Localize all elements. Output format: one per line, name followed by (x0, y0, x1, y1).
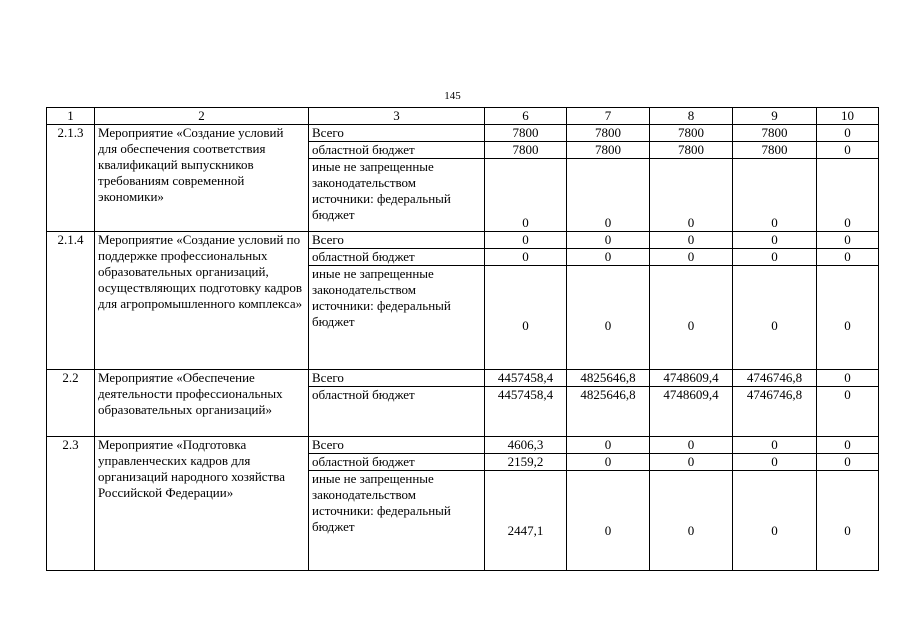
value-cell: 7800 (650, 142, 733, 159)
value-cell: 0 (650, 266, 733, 370)
value-cell: 0 (567, 454, 650, 471)
value-cell: 7800 (733, 142, 817, 159)
column-header: 1 (47, 108, 95, 125)
value-cell: 0 (817, 232, 879, 249)
funding-source: областной бюджет (309, 142, 485, 159)
value-cell: 7800 (485, 142, 567, 159)
value-cell: 0 (650, 454, 733, 471)
row-name: Мероприятие «Подготовка управленческих кадров для организаций народного хозяйства Российской Федерации» (95, 437, 309, 571)
value-cell: 0 (567, 471, 650, 571)
value-cell: 0 (733, 266, 817, 370)
header-row (47, 108, 879, 125)
funding-source: Всего (309, 437, 485, 454)
row-name: Мероприятие «Обеспечение деятельности профессиональных образовательных организаций» (95, 370, 309, 437)
value-cell: 0 (817, 370, 879, 387)
value-cell: 4825646,8 (567, 370, 650, 387)
value-cell: 0 (485, 249, 567, 266)
funding-source: Всего (309, 125, 485, 142)
value-cell: 4457458,4 (485, 370, 567, 387)
value-cell: 4746746,8 (733, 370, 817, 387)
funding-source: областной бюджет (309, 454, 485, 471)
value-cell: 0 (817, 159, 879, 232)
value-cell: 2159,2 (485, 454, 567, 471)
column-header: 10 (817, 108, 879, 125)
value-cell: 0 (650, 159, 733, 232)
column-header: 3 (309, 108, 485, 125)
column-header: 8 (650, 108, 733, 125)
column-header: 7 (567, 108, 650, 125)
table-row (47, 370, 879, 387)
value-cell: 7800 (485, 125, 567, 142)
value-cell: 0 (650, 437, 733, 454)
table-row (47, 437, 879, 454)
table-row (47, 125, 879, 142)
value-cell: 0 (733, 471, 817, 571)
value-cell: 0 (733, 437, 817, 454)
budget-table (46, 107, 879, 571)
value-cell: 4748609,4 (650, 370, 733, 387)
row-code: 2.1.4 (47, 232, 95, 370)
value-cell: 4825646,8 (567, 387, 650, 437)
column-header: 9 (733, 108, 817, 125)
value-cell: 4457458,4 (485, 387, 567, 437)
value-cell: 0 (650, 232, 733, 249)
value-cell: 0 (733, 159, 817, 232)
table-row (47, 232, 879, 249)
value-cell: 0 (650, 471, 733, 571)
row-code: 2.2 (47, 370, 95, 437)
funding-source: областной бюджет (309, 387, 485, 437)
value-cell: 0 (567, 232, 650, 249)
value-cell: 7800 (733, 125, 817, 142)
row-name: Мероприятие «Создание условий для обеспечения соответствия квалификаций выпускников требованиям современной экономики» (95, 125, 309, 232)
value-cell: 0 (817, 249, 879, 266)
value-cell: 0 (817, 454, 879, 471)
funding-source: иные не запрещенные законодательством источники: федеральный бюджет (309, 159, 485, 232)
value-cell: 0 (817, 142, 879, 159)
value-cell: 0 (817, 125, 879, 142)
value-cell: 0 (650, 249, 733, 266)
value-cell: 0 (733, 454, 817, 471)
column-header: 2 (95, 108, 309, 125)
value-cell: 0 (817, 471, 879, 571)
funding-source: Всего (309, 232, 485, 249)
funding-source: Всего (309, 370, 485, 387)
value-cell: 0 (485, 232, 567, 249)
row-code: 2.1.3 (47, 125, 95, 232)
value-cell: 2447,1 (485, 471, 567, 571)
funding-source: иные не запрещенные законодательством источники: федеральный бюджет (309, 471, 485, 571)
value-cell: 0 (733, 232, 817, 249)
value-cell: 4748609,4 (650, 387, 733, 437)
column-header: 6 (485, 108, 567, 125)
row-code: 2.3 (47, 437, 95, 571)
value-cell: 7800 (567, 142, 650, 159)
value-cell: 0 (817, 266, 879, 370)
value-cell: 0 (567, 266, 650, 370)
value-cell: 0 (733, 249, 817, 266)
funding-source: иные не запрещенные законодательством источники: федеральный бюджет (309, 266, 485, 370)
funding-source: областной бюджет (309, 249, 485, 266)
value-cell: 0 (567, 437, 650, 454)
value-cell: 0 (817, 437, 879, 454)
value-cell: 4606,3 (485, 437, 567, 454)
value-cell: 7800 (650, 125, 733, 142)
value-cell: 7800 (567, 125, 650, 142)
value-cell: 0 (567, 249, 650, 266)
value-cell: 0 (567, 159, 650, 232)
value-cell: 0 (817, 387, 879, 437)
value-cell: 4746746,8 (733, 387, 817, 437)
row-name: Мероприятие «Создание условий по поддержке профессиональных образовательных организаций, осуществляющих подготовку кадров для агропромышленного комплекса» (95, 232, 309, 370)
value-cell: 0 (485, 266, 567, 370)
page-number: 145 (444, 90, 461, 102)
value-cell: 0 (485, 159, 567, 232)
